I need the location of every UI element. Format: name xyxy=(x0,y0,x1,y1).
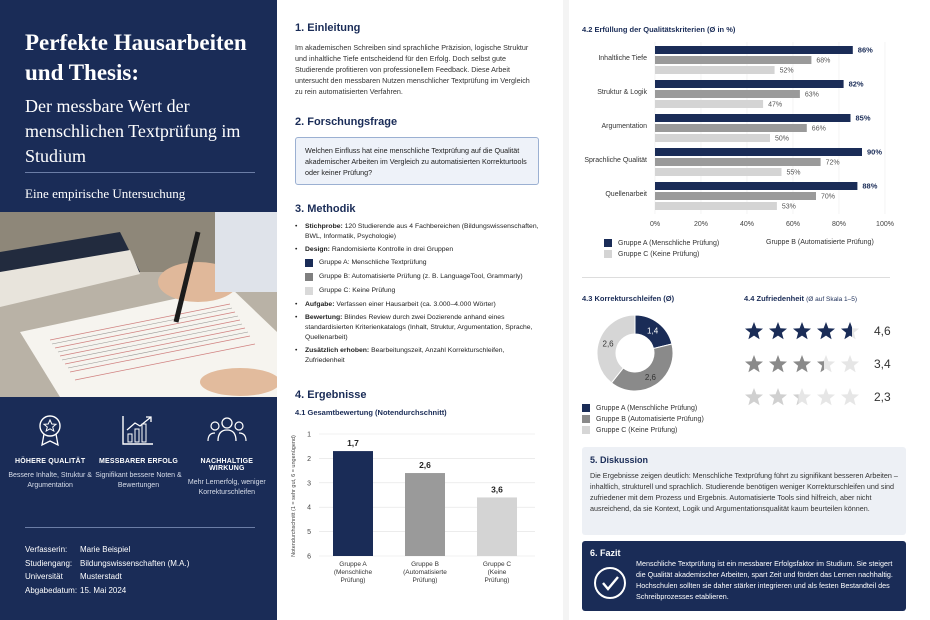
x-tick-label: 100% xyxy=(876,221,894,228)
bar xyxy=(333,451,373,556)
feature-quality xyxy=(6,412,94,498)
bar-value-label: 88% xyxy=(862,181,878,191)
bar xyxy=(655,182,857,190)
star-icon xyxy=(769,355,787,372)
x-tick-label: Gruppe B (Automatisierte Prüfung) xyxy=(403,561,447,584)
y-tick-label: 6 xyxy=(307,553,311,561)
bar xyxy=(655,46,853,54)
bar-value-label: 90% xyxy=(867,147,883,157)
intro-text: Im akademischen Schreiben sind sprachliche Präzision, logische Struktur und inhaltliche Tiefe entscheidend für den Erfolg. Doch selbst gute Studierende profitieren von professionellem Feedback. Diese Arbeit untersucht den messbaren Nutzen menschlicher Textprüfung im Vergleich zu rein automatisierten Verfahren. xyxy=(295,43,530,96)
bar-value-label: 55% xyxy=(786,169,801,177)
bar xyxy=(655,168,782,176)
bar-value-label: 53% xyxy=(781,203,796,211)
hbar-legend xyxy=(766,239,874,249)
hbar-legend xyxy=(604,239,719,261)
feature-list xyxy=(0,412,277,498)
bar xyxy=(655,158,821,166)
bar xyxy=(655,100,763,108)
feature-desc: Bessere Inhalte, Struktur & Argumentation xyxy=(8,472,92,489)
x-tick-label: Gruppe A (Menschliche Prüfung) xyxy=(333,561,373,584)
y-tick-label: 4 xyxy=(307,504,311,512)
conclusion-text: Menschliche Textprüfung ist ein messbarer Erfolgsfaktor im Studium. Sie steigert die Qualität akademischer Arbeiten, spart Zeit und fördert das Lernen nachhaltig. Hochschulen sollten sie daher stärker integrieren und als festen Bestandteil des Schreibprozesses etablieren. xyxy=(636,559,893,601)
y-axis-label: Notendurchschnitt (1 = sehr gut, 6 = ungenügend) xyxy=(291,435,297,557)
feature-heading: NACHHALTIGE WIRKUNG xyxy=(200,458,254,472)
star-icon xyxy=(817,322,835,339)
star-icon xyxy=(817,388,835,405)
bar xyxy=(405,473,445,556)
star-icon xyxy=(841,322,859,339)
star-icon xyxy=(769,388,787,405)
meta-value: Marie Beispiel xyxy=(80,545,131,554)
method-list xyxy=(295,222,545,369)
legend-item: Gruppe A (Menschliche Prüfung) xyxy=(582,404,704,412)
grade-bar-chart xyxy=(289,424,547,614)
star-icon xyxy=(793,322,811,339)
feature-success xyxy=(94,412,182,498)
conclusion-box xyxy=(582,541,906,611)
left-panel xyxy=(0,0,277,620)
bar xyxy=(655,90,800,98)
x-tick-label: 20% xyxy=(693,221,709,228)
group-item: Gruppe C: Keine Prüfung xyxy=(305,286,545,296)
legend-item: Gruppe B (Automatisierte Prüfung) xyxy=(766,239,874,246)
bar xyxy=(655,56,811,64)
bar xyxy=(655,114,851,122)
check-circle-icon xyxy=(593,566,627,600)
bar-value-label: 82% xyxy=(848,79,864,89)
section-title: 5. Diskussion xyxy=(590,455,649,465)
y-tick-label: Inhaltliche Tiefe xyxy=(598,55,647,62)
rating-row xyxy=(744,347,891,380)
bar-value-label: 1,7 xyxy=(347,438,359,449)
star-icon xyxy=(841,355,859,372)
group-item: Gruppe B: Automatisierte Prüfung (z. B. LanguageTool, Grammarly) xyxy=(305,272,545,282)
chart-growth-icon xyxy=(121,414,155,446)
satisfaction-ratings xyxy=(744,314,891,413)
bar xyxy=(655,148,862,156)
x-tick-label: 40% xyxy=(739,221,755,228)
bar-value-label: 72% xyxy=(825,159,840,167)
star-icon xyxy=(745,322,763,339)
bar-value-label: 50% xyxy=(775,135,790,143)
divider xyxy=(25,527,255,528)
legend-item: Gruppe A (Menschliche Prüfung) xyxy=(604,239,719,247)
chart-title: 4.3 Korrekturschleifen (Ø) xyxy=(582,294,675,303)
meta-value: 15. Mai 2024 xyxy=(80,585,127,595)
star-icon xyxy=(817,355,835,372)
x-tick-label: 0% xyxy=(649,221,661,228)
meta-key: Verfasserin: xyxy=(25,545,68,554)
rating-row xyxy=(744,314,891,347)
feature-heading: HÖHERE QUALITÄT xyxy=(15,458,86,465)
list-item: • Aufgabe: Verfassen einer Hausarbeit (ca. 3.000–4.000 Wörter) xyxy=(295,301,496,308)
feature-desc: Signifikant bessere Noten & Bewertungen xyxy=(95,472,182,489)
award-icon xyxy=(35,413,65,447)
bar-value-label: 3,6 xyxy=(491,484,503,495)
bar xyxy=(655,134,770,142)
rating-row xyxy=(744,380,891,413)
list-item: • Stichprobe: 120 Studierende aus 4 Fachbereichen (Bildungswissenschaften, BWL, Informatik, Psychologie) xyxy=(295,223,539,240)
bar xyxy=(655,202,777,210)
people-icon xyxy=(207,415,247,445)
bar-value-label: 52% xyxy=(779,67,794,75)
bar-value-label: 66% xyxy=(811,125,826,133)
star-icon xyxy=(793,388,811,405)
bar-value-label: 70% xyxy=(821,193,836,201)
bar-value-label: 47% xyxy=(768,101,783,109)
group-item: Gruppe A: Menschliche Textprüfung xyxy=(305,258,545,268)
section-title: 6. Fazit xyxy=(590,548,621,558)
subtitle: Eine empirische Untersuchung xyxy=(25,186,186,201)
discussion-box xyxy=(582,447,906,535)
section-title: 4. Ergebnisse xyxy=(295,389,367,401)
research-question: Welchen Einfluss hat eine menschliche Textprüfung auf die Qualität akademischer Arbeiten im Vergleich zu automatisierten Korrekturtools oder keiner Prüfung? xyxy=(295,137,539,185)
y-tick-label: Argumentation xyxy=(601,123,647,130)
section-title: 3. Methodik xyxy=(295,203,356,215)
discussion-text: Die Ergebnisse zeigen deutlich: Menschliche Textprüfung führt zu signifikant besseren Arbeiten – inhaltlich, strukturell und sprachlich. Studierende benötigen weniger Korrekturschleifen und sind zufriedener mit dem Prozess und Ergebnis. Automatisierte Tools sind hilfreich, aber nicht ausreichend, da sie Kontext, Logik und Argumentationsqualität kaum beurteilen können. xyxy=(590,471,898,513)
meta-key: Studiengang: xyxy=(25,558,73,568)
y-tick-label: 3 xyxy=(307,480,311,488)
middle-panel xyxy=(277,0,563,620)
x-tick-label: 80% xyxy=(831,221,847,228)
slice-value-label: 2,6 xyxy=(602,339,614,349)
title-line-1: Perfekte Hausarbeiten und Thesis: xyxy=(25,30,247,85)
star-icon xyxy=(745,388,763,405)
bar-value-label: 68% xyxy=(816,57,831,65)
bar xyxy=(655,124,807,132)
chart-title: 4.2 Erfüllung der Qualitätskriterien (Ø in %) xyxy=(582,25,736,34)
list-item: • Bewertung: Blindes Review durch zwei Dozierende anhand eines standardisierten Kriterienkatalogs (Inhalt, Struktur, Argumentation, Sprache, Quellenarbeit) xyxy=(295,314,533,341)
bar xyxy=(655,80,844,88)
divider xyxy=(25,172,255,173)
criteria-bar-chart xyxy=(580,36,910,231)
section-title: 1. Einleitung xyxy=(295,22,361,34)
meta-key: Abgabedatum: xyxy=(25,585,78,595)
bar-value-label: 2,6 xyxy=(419,460,431,471)
bar xyxy=(655,66,775,74)
bar-value-label: 85% xyxy=(855,113,871,123)
slice-value-label: 2,6 xyxy=(644,372,656,382)
y-tick-label: Quellenarbeit xyxy=(605,191,647,198)
feature-heading: MESSBARER ERFOLG xyxy=(98,458,178,465)
section-title: 2. Forschungsfrage xyxy=(295,116,398,128)
bar xyxy=(655,192,816,200)
bar xyxy=(477,497,517,556)
x-tick-label: Gruppe C (Keine Prüfung) xyxy=(482,561,512,584)
y-tick-label: 5 xyxy=(307,529,311,537)
star-icon xyxy=(745,355,763,372)
x-tick-label: 60% xyxy=(785,221,801,228)
rating-value: 3,4 xyxy=(874,356,891,371)
chart-title: 4.4 Zufriedenheit (Ø auf Skala 1–5) xyxy=(744,294,858,303)
title-line-2: Der messbare Wert der menschlichen Textprüfung im Studium xyxy=(25,96,241,166)
meta-key: Universität xyxy=(25,572,63,581)
feature-impact xyxy=(183,412,271,498)
pie-legend xyxy=(582,404,704,437)
rating-value: 4,6 xyxy=(874,323,891,338)
bar-value-label: 86% xyxy=(857,45,873,55)
chart-title: 4.1 Gesamtbewertung (Notendurchschnitt) xyxy=(295,408,447,417)
divider xyxy=(582,277,890,278)
star-icon xyxy=(769,322,787,339)
star-rating xyxy=(744,320,864,342)
meta-value: Musterstadt xyxy=(80,572,122,581)
revisions-donut-chart xyxy=(590,308,680,398)
rating-value: 2,3 xyxy=(874,389,891,404)
legend-item: Gruppe C (Keine Prüfung) xyxy=(604,250,719,258)
y-tick-label: Sprachliche Qualität xyxy=(584,157,647,164)
meta-value: Bildungswissenschaften (M.A.) xyxy=(80,558,190,568)
y-tick-label: 1 xyxy=(307,431,311,439)
list-item: • Design: Randomisierte Kontrolle in drei Gruppen xyxy=(295,246,454,253)
y-tick-label: 2 xyxy=(307,455,311,463)
feature-desc: Mehr Lernerfolg, weniger Korrekturschleifen xyxy=(187,479,266,496)
writing-photo xyxy=(0,212,277,397)
star-icon xyxy=(841,388,859,405)
star-icon xyxy=(793,355,811,372)
legend-item: Gruppe C (Keine Prüfung) xyxy=(582,426,704,434)
poster-title xyxy=(25,28,265,169)
list-item: • Zusätzlich erhoben: Bearbeitungszeit, Anzahl Korrekturschleifen, Zufriedenheit xyxy=(295,347,505,364)
legend-item: Gruppe B (Automatisierte Prüfung) xyxy=(582,415,704,423)
star-rating xyxy=(744,353,864,375)
author-info xyxy=(25,543,189,597)
y-tick-label: Struktur & Logik xyxy=(597,89,647,96)
bar-value-label: 63% xyxy=(804,91,819,99)
slice-value-label: 1,4 xyxy=(647,326,659,336)
star-rating xyxy=(744,386,864,408)
